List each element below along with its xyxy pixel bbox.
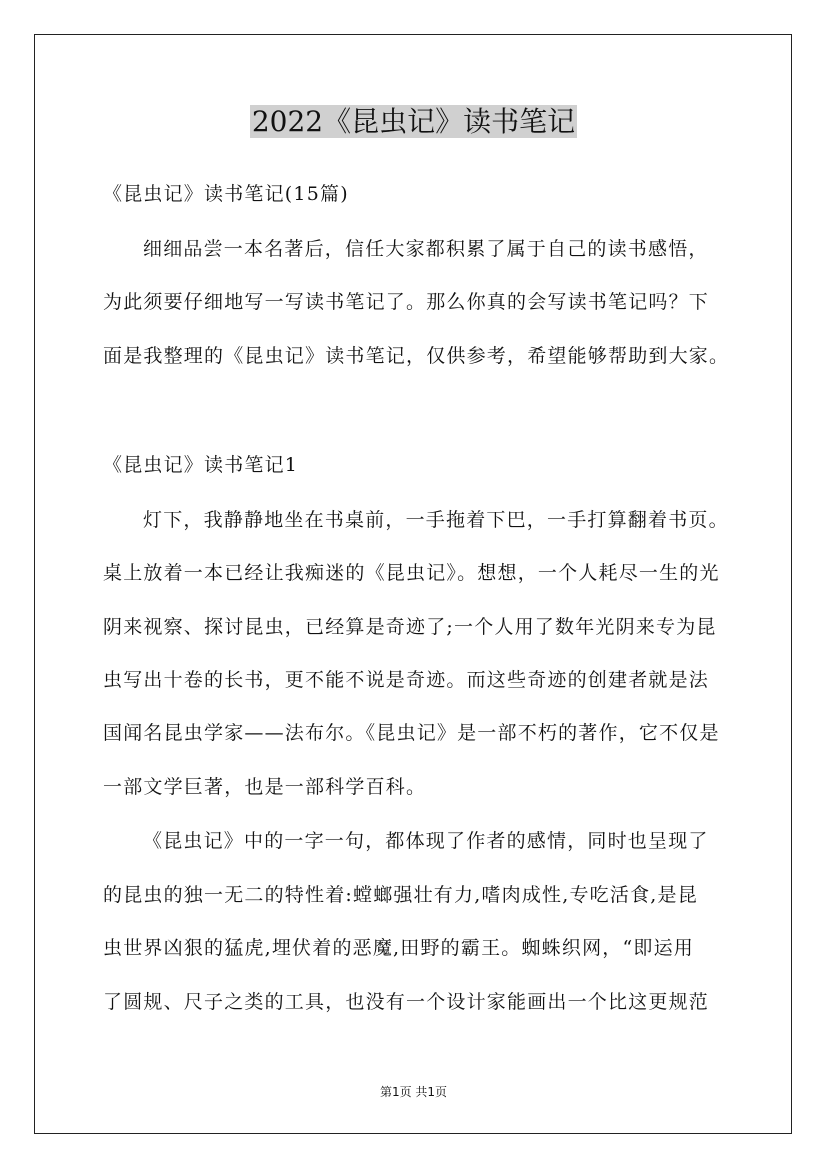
document-title: 2022《昆虫记》读书笔记	[251, 105, 576, 138]
paragraph1-line-2: 桌上放着一本已经让我痴迷的《昆虫记》。想想，一个人耗尽一生的光	[103, 562, 720, 584]
paragraph1-line-6: 一部文学巨著，也是一部科学百科。	[103, 776, 427, 798]
intro-line-1: 细细品尝一本名著后，信任大家都积累了属于自己的读书感悟，	[143, 238, 709, 260]
paragraph2-line-4: 了圆规、尺子之类的工具，也没有一个设计家能画出一个比这更规范	[103, 991, 710, 1013]
document-subtitle: 《昆虫记》读书笔记(15篇)	[103, 183, 349, 205]
page-number-footer: 第1页 共1页	[379, 1085, 448, 1099]
paragraph1-line-3: 阴来视察、探讨昆虫，已经算是奇迹了;一个人用了数年光阴来专为昆	[103, 616, 717, 638]
paragraph2-line-2: 的昆虫的独一无二的特性着:螳螂强壮有力,嗜肉成性,专吃活食,是昆	[103, 884, 698, 906]
paragraph1-line-4: 虫写出十卷的长书，更不能不说是奇迹。而这些奇迹的创建者就是法	[103, 669, 710, 691]
section-heading: 《昆虫记》读书笔记1	[103, 454, 299, 476]
intro-line-2: 为此须要仔细地写一写读书笔记了。那么你真的会写读书笔记吗？下	[103, 291, 710, 313]
paragraph1-line-5: 国闻名昆虫学家——法布尔。《昆虫记》是一部不朽的著作，它不仅是	[103, 722, 720, 744]
intro-line-3: 面是我整理的《昆虫记》读书笔记，仅供参考，希望能够帮助到大家。	[103, 345, 730, 367]
paragraph2-line-3: 虫世界凶狠的猛虎,埋伏着的恶魔,田野的霸王。蜘蛛织网，“即运用	[103, 937, 694, 959]
document-title-wrap	[0, 103, 827, 141]
paragraph1-line-1: 灯下，我静静地坐在书桌前，一手拖着下巴，一手打算翻着书页。	[143, 509, 729, 531]
paragraph2-line-1: 《昆虫记》中的一字一句，都体现了作者的感情，同时也呈现了	[143, 830, 709, 852]
